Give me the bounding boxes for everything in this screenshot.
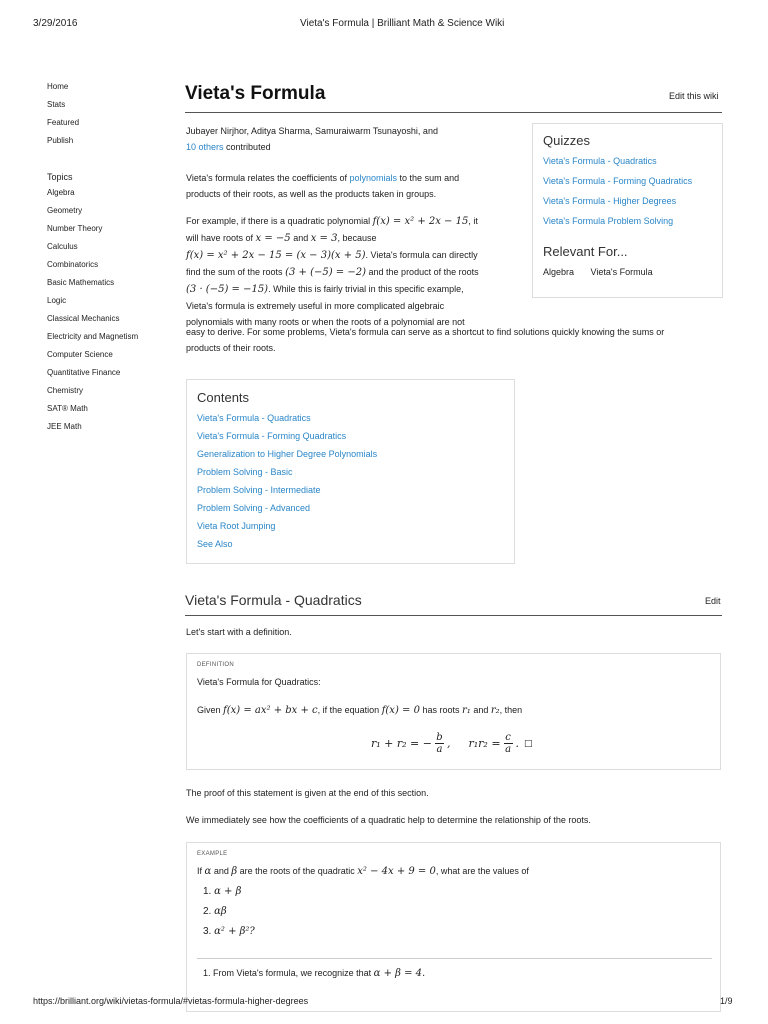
topic-jee-math[interactable]: JEE Math [47, 422, 82, 431]
print-page-title: Vieta's Formula | Brilliant Math & Science Wiki [300, 18, 505, 29]
math-expression: x = 3 [310, 233, 338, 244]
relevant-list [543, 267, 712, 277]
para-text: and the product of the roots [368, 267, 479, 277]
para-text: For example, if there is a quadratic polynomial [186, 216, 371, 226]
nav-publish[interactable]: Publish [47, 136, 74, 145]
contents-box [186, 379, 515, 564]
definition-formula: r₁ + r₂ = − b a , r₁r₂ = c a . □ [371, 732, 533, 755]
intro-text: to the sum and [399, 173, 460, 183]
para-text: , it [468, 216, 478, 226]
print-page-number: 1/9 [720, 996, 733, 1006]
math-expression: x² − 4x + 9 = 0 [357, 866, 436, 877]
math-expression: r₂ [490, 705, 500, 716]
contents-link[interactable]: Problem Solving - Basic [197, 467, 293, 477]
para-text: . While this is fairly trivial in this specific example, [268, 284, 464, 294]
page-title: Vieta's Formula [185, 83, 326, 104]
example-paragraph-end [186, 324, 726, 356]
definition-statement [197, 702, 710, 719]
math-expression: r₁ [462, 705, 471, 716]
authors [186, 123, 516, 155]
topic-sat-math[interactable]: SAT® Math [47, 404, 88, 413]
para-text: easy to derive. For some problems, Vieta's formula can serve as a shortcut to find solutions quickly knowing the sums or [186, 327, 665, 337]
others-link[interactable]: 10 others [186, 142, 224, 152]
para-text: . Vieta's formula can directly [365, 250, 478, 260]
print-date: 3/29/2016 [33, 18, 78, 29]
def-text: Given [197, 705, 221, 715]
list-item: 2. αβ [203, 906, 227, 917]
fraction-b-over-a [435, 732, 444, 755]
list-item: 1. α + β [203, 886, 242, 897]
def-text: and [473, 705, 489, 715]
example-text: and [213, 866, 229, 876]
denominator: a [436, 744, 443, 755]
section-title: Vieta's Formula - Quadratics [185, 592, 362, 608]
para-text: will have roots of [186, 233, 254, 243]
section-divider [185, 615, 722, 616]
math-expression: x = −5 [255, 233, 291, 244]
quiz-link-problem-solving[interactable]: Vieta's Formula Problem Solving [543, 216, 674, 226]
def-text: has roots [422, 705, 460, 715]
quiz-link-quadratics[interactable]: Vieta's Formula - Quadratics [543, 156, 657, 166]
edit-wiki-link[interactable]: Edit this wiki [669, 91, 719, 101]
math-expression: f(x) = x² + 2x − 15 = (x − 3)(x + 5) [186, 250, 366, 261]
intro-paragraph [186, 170, 526, 202]
example-text: , what are the values of [435, 866, 529, 876]
math-expression: α² + β²? [214, 926, 255, 937]
nav-featured[interactable]: Featured [47, 118, 80, 127]
formula-product: r₁r₂ = [468, 737, 501, 750]
topic-calculus[interactable]: Calculus [47, 242, 78, 251]
nav-stats[interactable]: Stats [47, 100, 66, 109]
example-list [203, 886, 710, 946]
contents-heading: Contents [197, 390, 250, 405]
math-expression: f(x) = 0 [381, 705, 420, 716]
topic-algebra[interactable]: Algebra [47, 188, 75, 197]
contents-link[interactable]: Vieta's Formula - Quadratics [197, 413, 311, 423]
contents-link[interactable]: Generalization to Higher Degree Polynomials [197, 449, 378, 459]
math-expression: (3 + (−5) = −2) [285, 267, 367, 278]
definition-title: Vieta's Formula for Quadratics: [197, 677, 321, 687]
section-lead: Let's start with a definition. [186, 627, 292, 637]
math-expression: α + β [214, 886, 242, 897]
fraction-c-over-a [504, 732, 513, 755]
math-expression: αβ [214, 906, 227, 917]
example-box [186, 842, 721, 1012]
def-text: , then [499, 705, 523, 715]
quizzes-box [532, 123, 723, 298]
topic-number-theory[interactable]: Number Theory [47, 224, 103, 233]
quizzes-heading: Quizzes [543, 133, 590, 148]
contributed-text: contributed [226, 142, 271, 152]
para-text: , because [337, 233, 377, 243]
polynomials-link[interactable]: polynomials [349, 173, 398, 183]
intro-text: Vieta's formula relates the coefficients of [186, 173, 347, 183]
title-divider [185, 112, 722, 113]
para-text: products of their roots. [186, 343, 276, 353]
definition-label: DEFINITION [197, 662, 234, 668]
topic-combinatorics[interactable]: Combinatorics [47, 260, 99, 269]
solution-text: 1. From Vieta's formula, we recognize that [203, 968, 372, 978]
list-item: 3. α² + β²? [203, 926, 255, 937]
qed-icon: □ [524, 738, 533, 749]
numerator: b [436, 732, 443, 743]
topics-heading: Topics [47, 172, 73, 182]
contents-link[interactable]: See Also [197, 539, 233, 549]
denominator: a [505, 744, 512, 755]
topic-classical-mechanics[interactable]: Classical Mechanics [47, 314, 120, 323]
example-text: are the roots of the quadratic [239, 866, 355, 876]
example-label: EXAMPLE [197, 851, 228, 857]
para-text: Vieta's formula is extremely useful in more complicated algebraic [186, 301, 445, 311]
proof-note: The proof of this statement is given at the end of this section. [186, 788, 429, 798]
math-expression: f(x) = x² + 2x − 15 [372, 216, 469, 227]
topic-basic-mathematics[interactable]: Basic Mathematics [47, 278, 115, 287]
contents-link[interactable]: Problem Solving - Advanced [197, 503, 311, 513]
math-expression: β [231, 866, 238, 877]
sidebar [47, 82, 157, 440]
quiz-link-higher-degrees[interactable]: Vieta's Formula - Higher Degrees [543, 196, 677, 206]
topic-geometry[interactable]: Geometry [47, 206, 83, 215]
solution-divider [197, 958, 712, 959]
relevant-heading: Relevant For... [543, 244, 628, 259]
contents-link[interactable]: Vieta's Formula - Forming Quadratics [197, 431, 347, 441]
edit-section-link[interactable]: Edit [705, 596, 721, 606]
relevant-algebra[interactable]: Algebra [543, 267, 575, 277]
example-text: If [197, 866, 203, 876]
example-question [197, 863, 710, 880]
math-expression: (3 · (−5) = −15) [186, 284, 269, 295]
authors-names: Jubayer Nirjhor, Aditya Sharma, Samuraiwarm Tsunayoshi, and [186, 126, 438, 136]
para-text: find the sum of the roots [186, 267, 283, 277]
relevant-vietas-formula[interactable]: Vieta's Formula [590, 267, 653, 277]
formula-sum: r₁ + r₂ = − [371, 737, 432, 750]
quiz-link-forming-quadratics[interactable]: Vieta's Formula - Forming Quadratics [543, 176, 693, 186]
para-text: polynomials with many roots or when the roots of a polynomial are not [186, 317, 465, 327]
contents-link[interactable]: Problem Solving - Intermediate [197, 485, 321, 495]
coefficient-note: We immediately see how the coefficients of a quadratic help to determine the relationship of the roots. [186, 815, 591, 825]
topic-computer-science[interactable]: Computer Science [47, 350, 113, 359]
solution-line [203, 965, 710, 982]
topic-chemistry[interactable]: Chemistry [47, 386, 84, 395]
math-expression: α [204, 866, 212, 877]
topic-electricity-magnetism[interactable]: Electricity and Magnetism [47, 332, 139, 341]
def-text: , if the equation [317, 705, 380, 715]
example-paragraph [186, 213, 531, 330]
topic-quantitative-finance[interactable]: Quantitative Finance [47, 368, 121, 377]
para-text: and [293, 233, 309, 243]
math-expression: f(x) = ax² + bx + c [223, 705, 318, 716]
topic-logic[interactable]: Logic [47, 296, 67, 305]
math-expression: α + β = 4. [373, 968, 426, 979]
numerator: c [505, 732, 511, 743]
intro-text: products of their roots, as well as the products taken in groups. [186, 189, 437, 199]
nav-home[interactable]: Home [47, 82, 69, 91]
print-url: https://brilliant.org/wiki/vietas-formula/#vietas-formula-higher-degrees [33, 996, 309, 1006]
contents-link[interactable]: Vieta Root Jumping [197, 521, 276, 531]
definition-box [186, 653, 721, 770]
